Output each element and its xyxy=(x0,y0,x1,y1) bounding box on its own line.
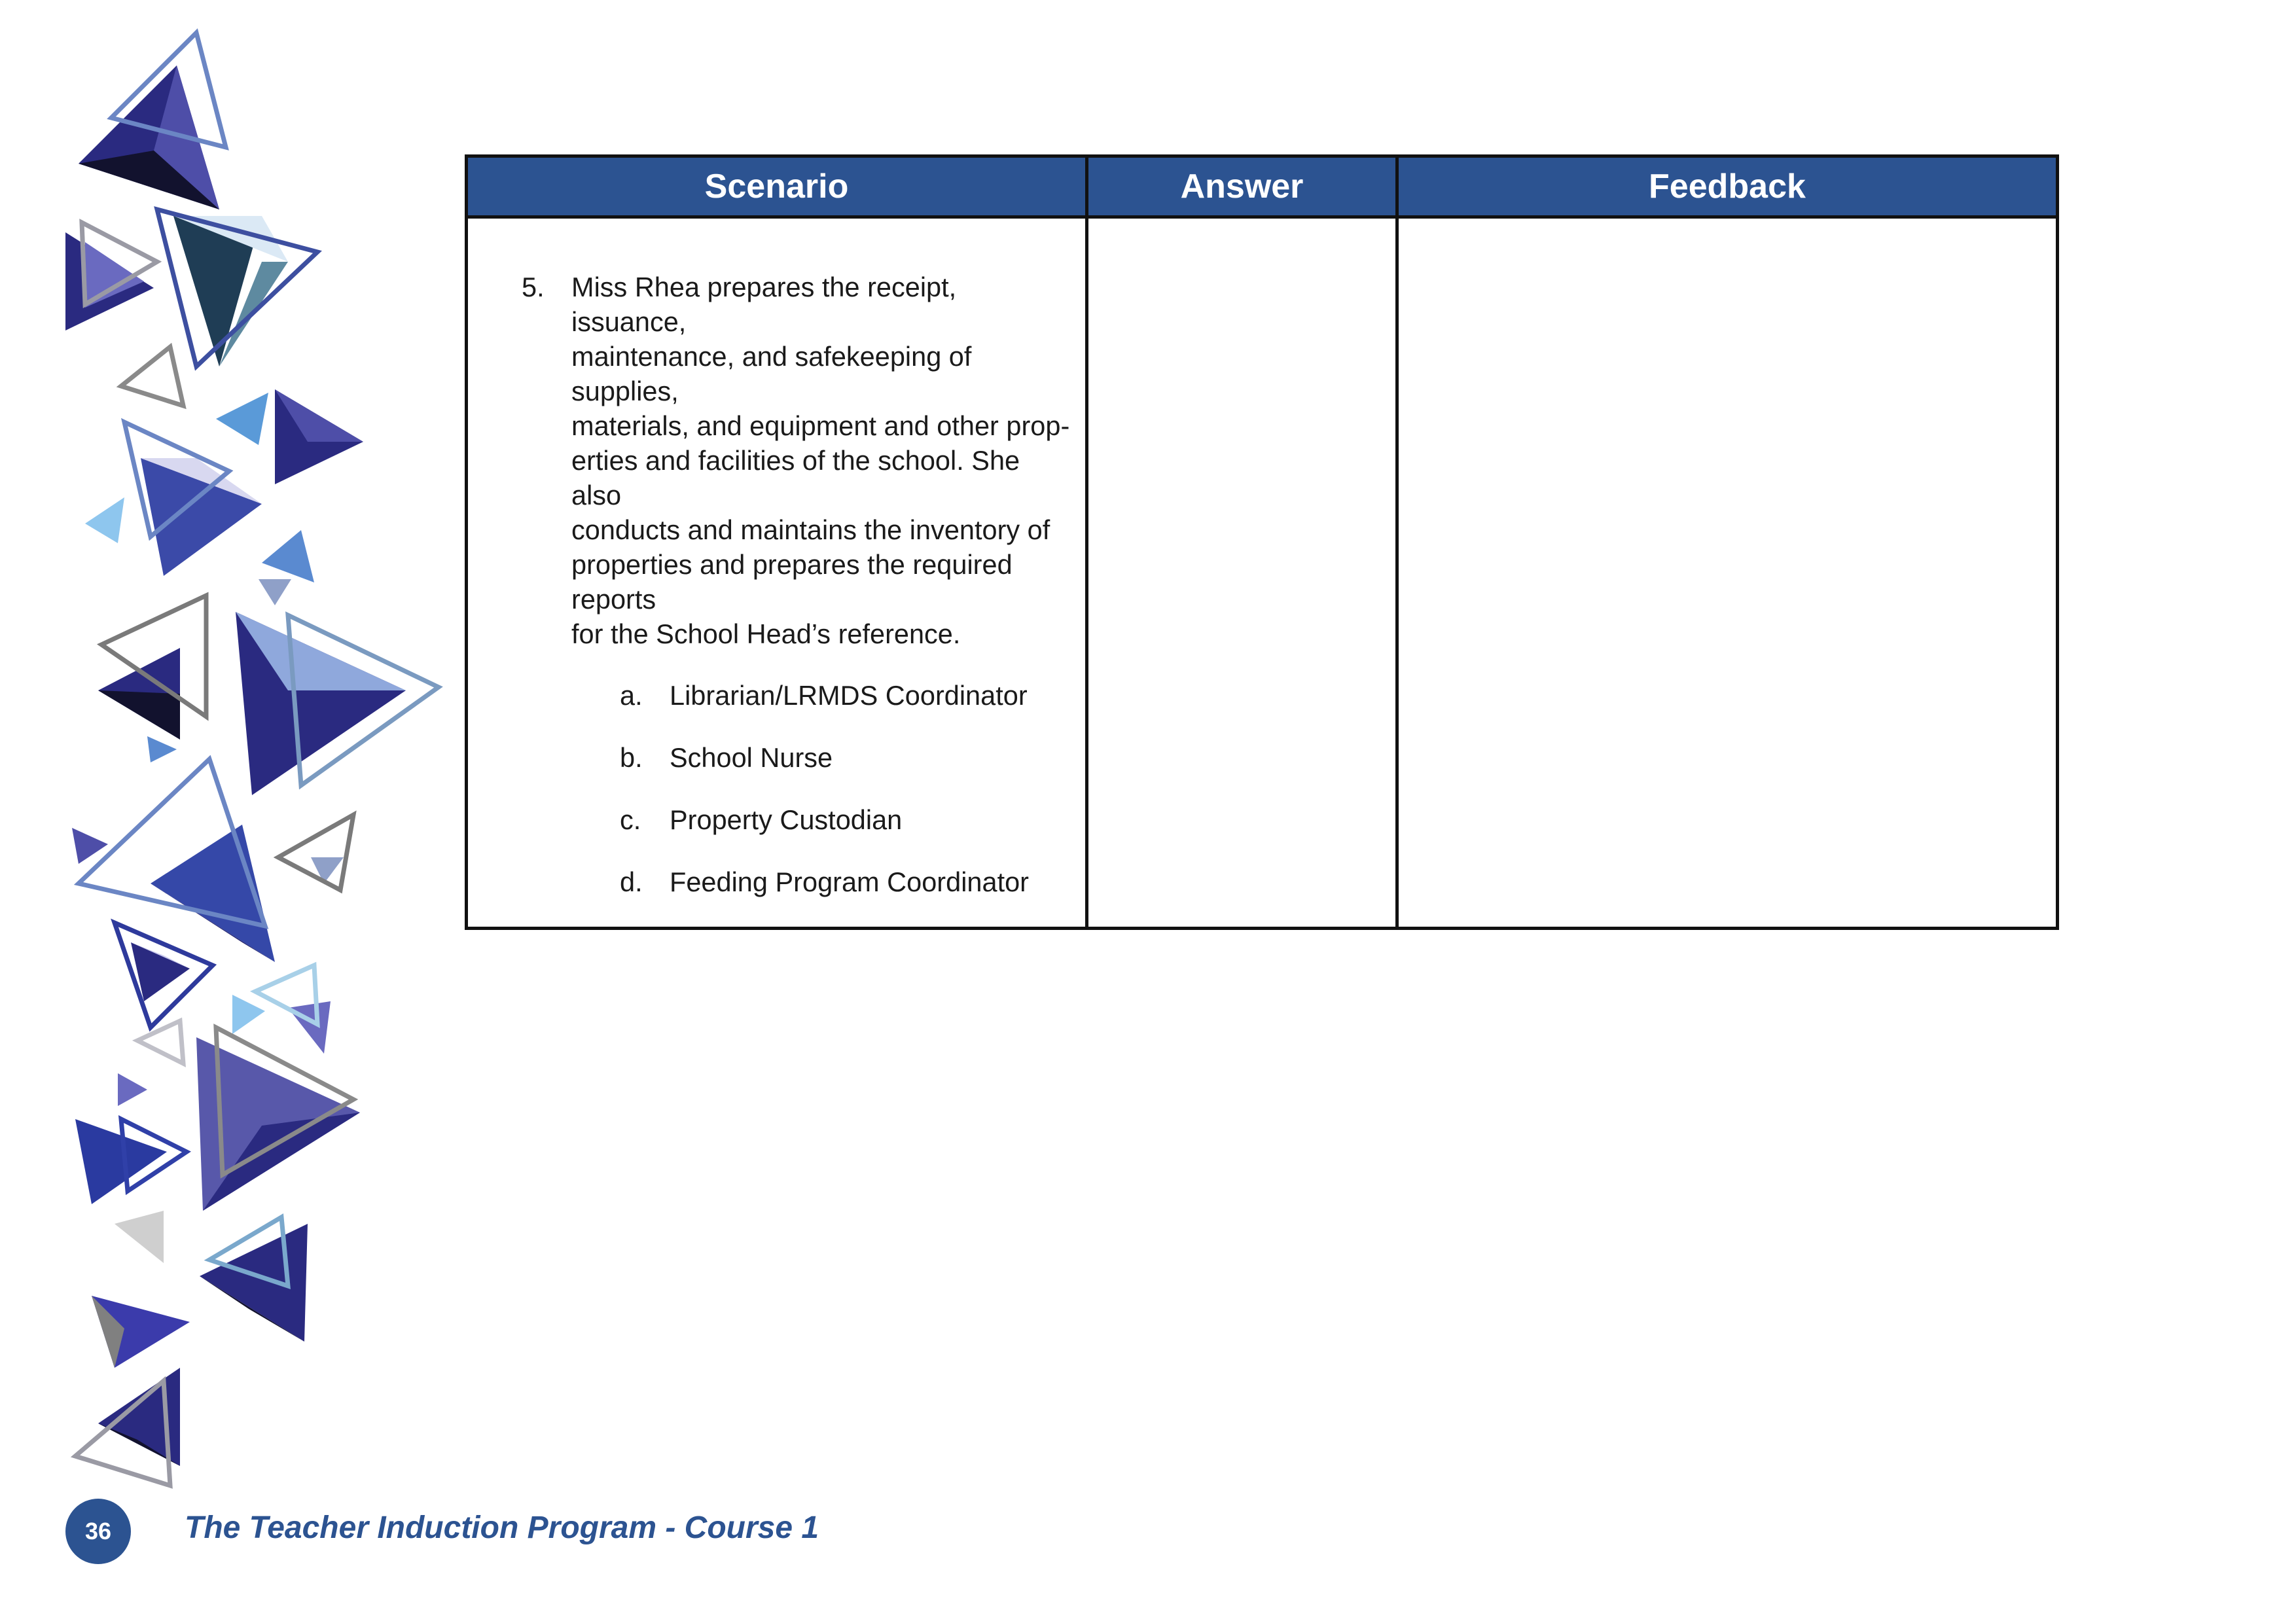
option-text: Property Custodian xyxy=(670,804,903,835)
feedback-header: Feedback xyxy=(1397,156,2058,217)
table-row xyxy=(467,217,2058,929)
answer-header: Answer xyxy=(1087,156,1397,217)
scenario-line: maintenance, and safekeeping of supplies, xyxy=(571,341,972,406)
triangle-decoration xyxy=(0,0,471,1505)
feedback-cell[interactable] xyxy=(1397,217,2058,929)
table-header-row xyxy=(467,156,2058,217)
scenario-header: Scenario xyxy=(467,156,1087,217)
option-letter: a. xyxy=(620,680,643,711)
answer-options xyxy=(522,678,1071,899)
scenario-table xyxy=(465,154,2059,930)
option-a[interactable] xyxy=(620,678,1071,713)
option-d[interactable] xyxy=(620,865,1071,899)
option-b[interactable] xyxy=(620,740,1071,775)
scenario-line: properties and prepares the required reports xyxy=(571,549,1013,615)
answer-cell[interactable] xyxy=(1087,217,1397,929)
scenario-line: erties and facilities of the school. She also xyxy=(571,445,1020,510)
scenario-line: materials, and equipment and other prop- xyxy=(571,410,1070,441)
item-number: 5. xyxy=(522,272,545,302)
option-text: Feeding Program Coordinator xyxy=(670,866,1030,897)
option-text: Librarian/LRMDS Coordinator xyxy=(670,680,1028,711)
option-letter: b. xyxy=(620,742,643,773)
page-number-badge: 36 xyxy=(65,1499,131,1564)
scenario-cell xyxy=(467,217,1087,929)
footer-title: The Teacher Induction Program - Course 1 xyxy=(185,1510,819,1545)
scenario-line: for the School Head’s reference. xyxy=(571,618,961,649)
scenario-line: Miss Rhea prepares the receipt, issuance, xyxy=(571,272,957,337)
option-c[interactable] xyxy=(620,802,1071,837)
scenario-item xyxy=(522,270,1071,651)
scenario-line: conducts and maintains the inventory of xyxy=(571,514,1050,545)
option-letter: d. xyxy=(620,866,643,897)
option-text: School Nurse xyxy=(670,742,833,773)
option-letter: c. xyxy=(620,804,641,835)
